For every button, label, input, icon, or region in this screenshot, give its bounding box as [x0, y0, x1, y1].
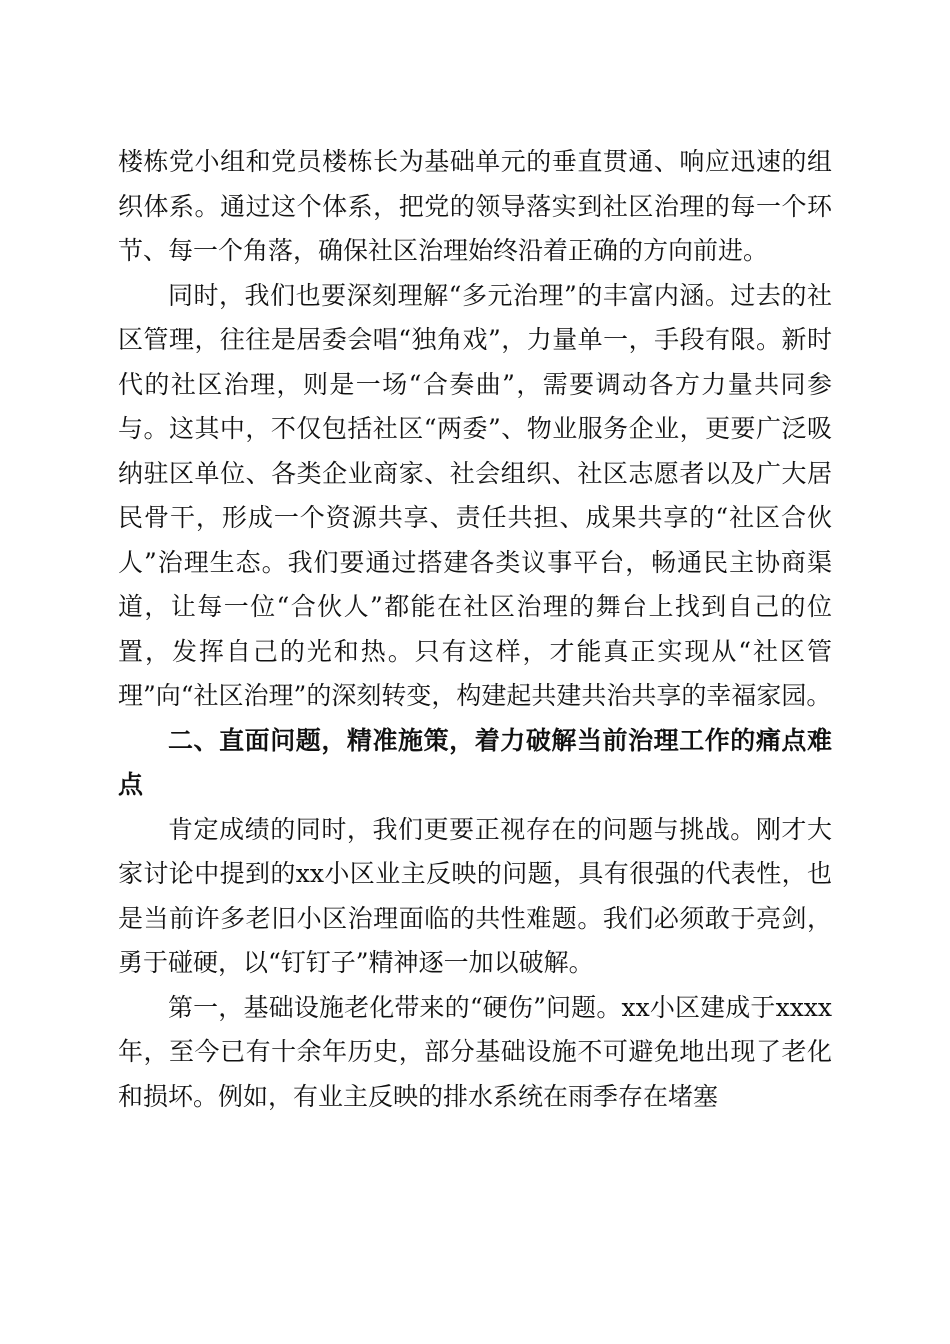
paragraph-face-problems: 肯定成绩的同时，我们更要正视存在的问题与挑战。刚才大家讨论中提到的xx小区业主反映的问题，具有很强的代表性，也是当前许多老旧小区治理面临的共性难题。我们必须敢于亮剑，勇于碰硬，以“钉钉子”精神逐一加以破解。 — [118, 814, 832, 977]
paragraph-continuation: 楼栋党小组和党员楼栋长为基础单元的垂直贯通、响应迅速的组织体系。通过这个体系，把党的领导落实到社区治理的每一个环节、每一个角落，确保社区治理始终沿着正确的方向前进。 — [118, 147, 832, 265]
section-heading-two: 二、直面问题，精准施策，着力破解当前治理工作的痛点难点 — [118, 725, 832, 799]
paragraph-multi-governance: 同时，我们也要深刻理解“多元治理”的丰富内涵。过去的社区管理，往往是居委会唱“独角戏”，力量单一，手段有限。新时代的社区治理，则是一场“合奏曲”，需要调动各方力量共同参与。这其中，不仅包括社区“两委”、物业服务企业，更要广泛吸纳驻区单位、各类企业商家、社会组织、社区志愿者以及广大居民骨干，形成一个资源共享、责任共担、成果共享的“社区合伙人”治理生态。我们要通过搭建各类议事平台，畅通民主协商渠道，让每一位“合伙人”都能在社区治理的舞台上找到自己的位置，发挥自己的光和热。只有这样，才能真正实现从“社区管理”向“社区治理”的深刻转变，构建起共建共治共享的幸福家园。 — [118, 280, 832, 710]
paragraph-infrastructure-aging: 第一，基础设施老化带来的“硬伤”问题。xx小区建成于xxxx年，至今已有十余年历史，部分基础设施不可避免地出现了老化和损坏。例如，有业主反映的排水系统在雨季存在堵塞 — [118, 992, 832, 1111]
document-body — [118, 140, 832, 1119]
